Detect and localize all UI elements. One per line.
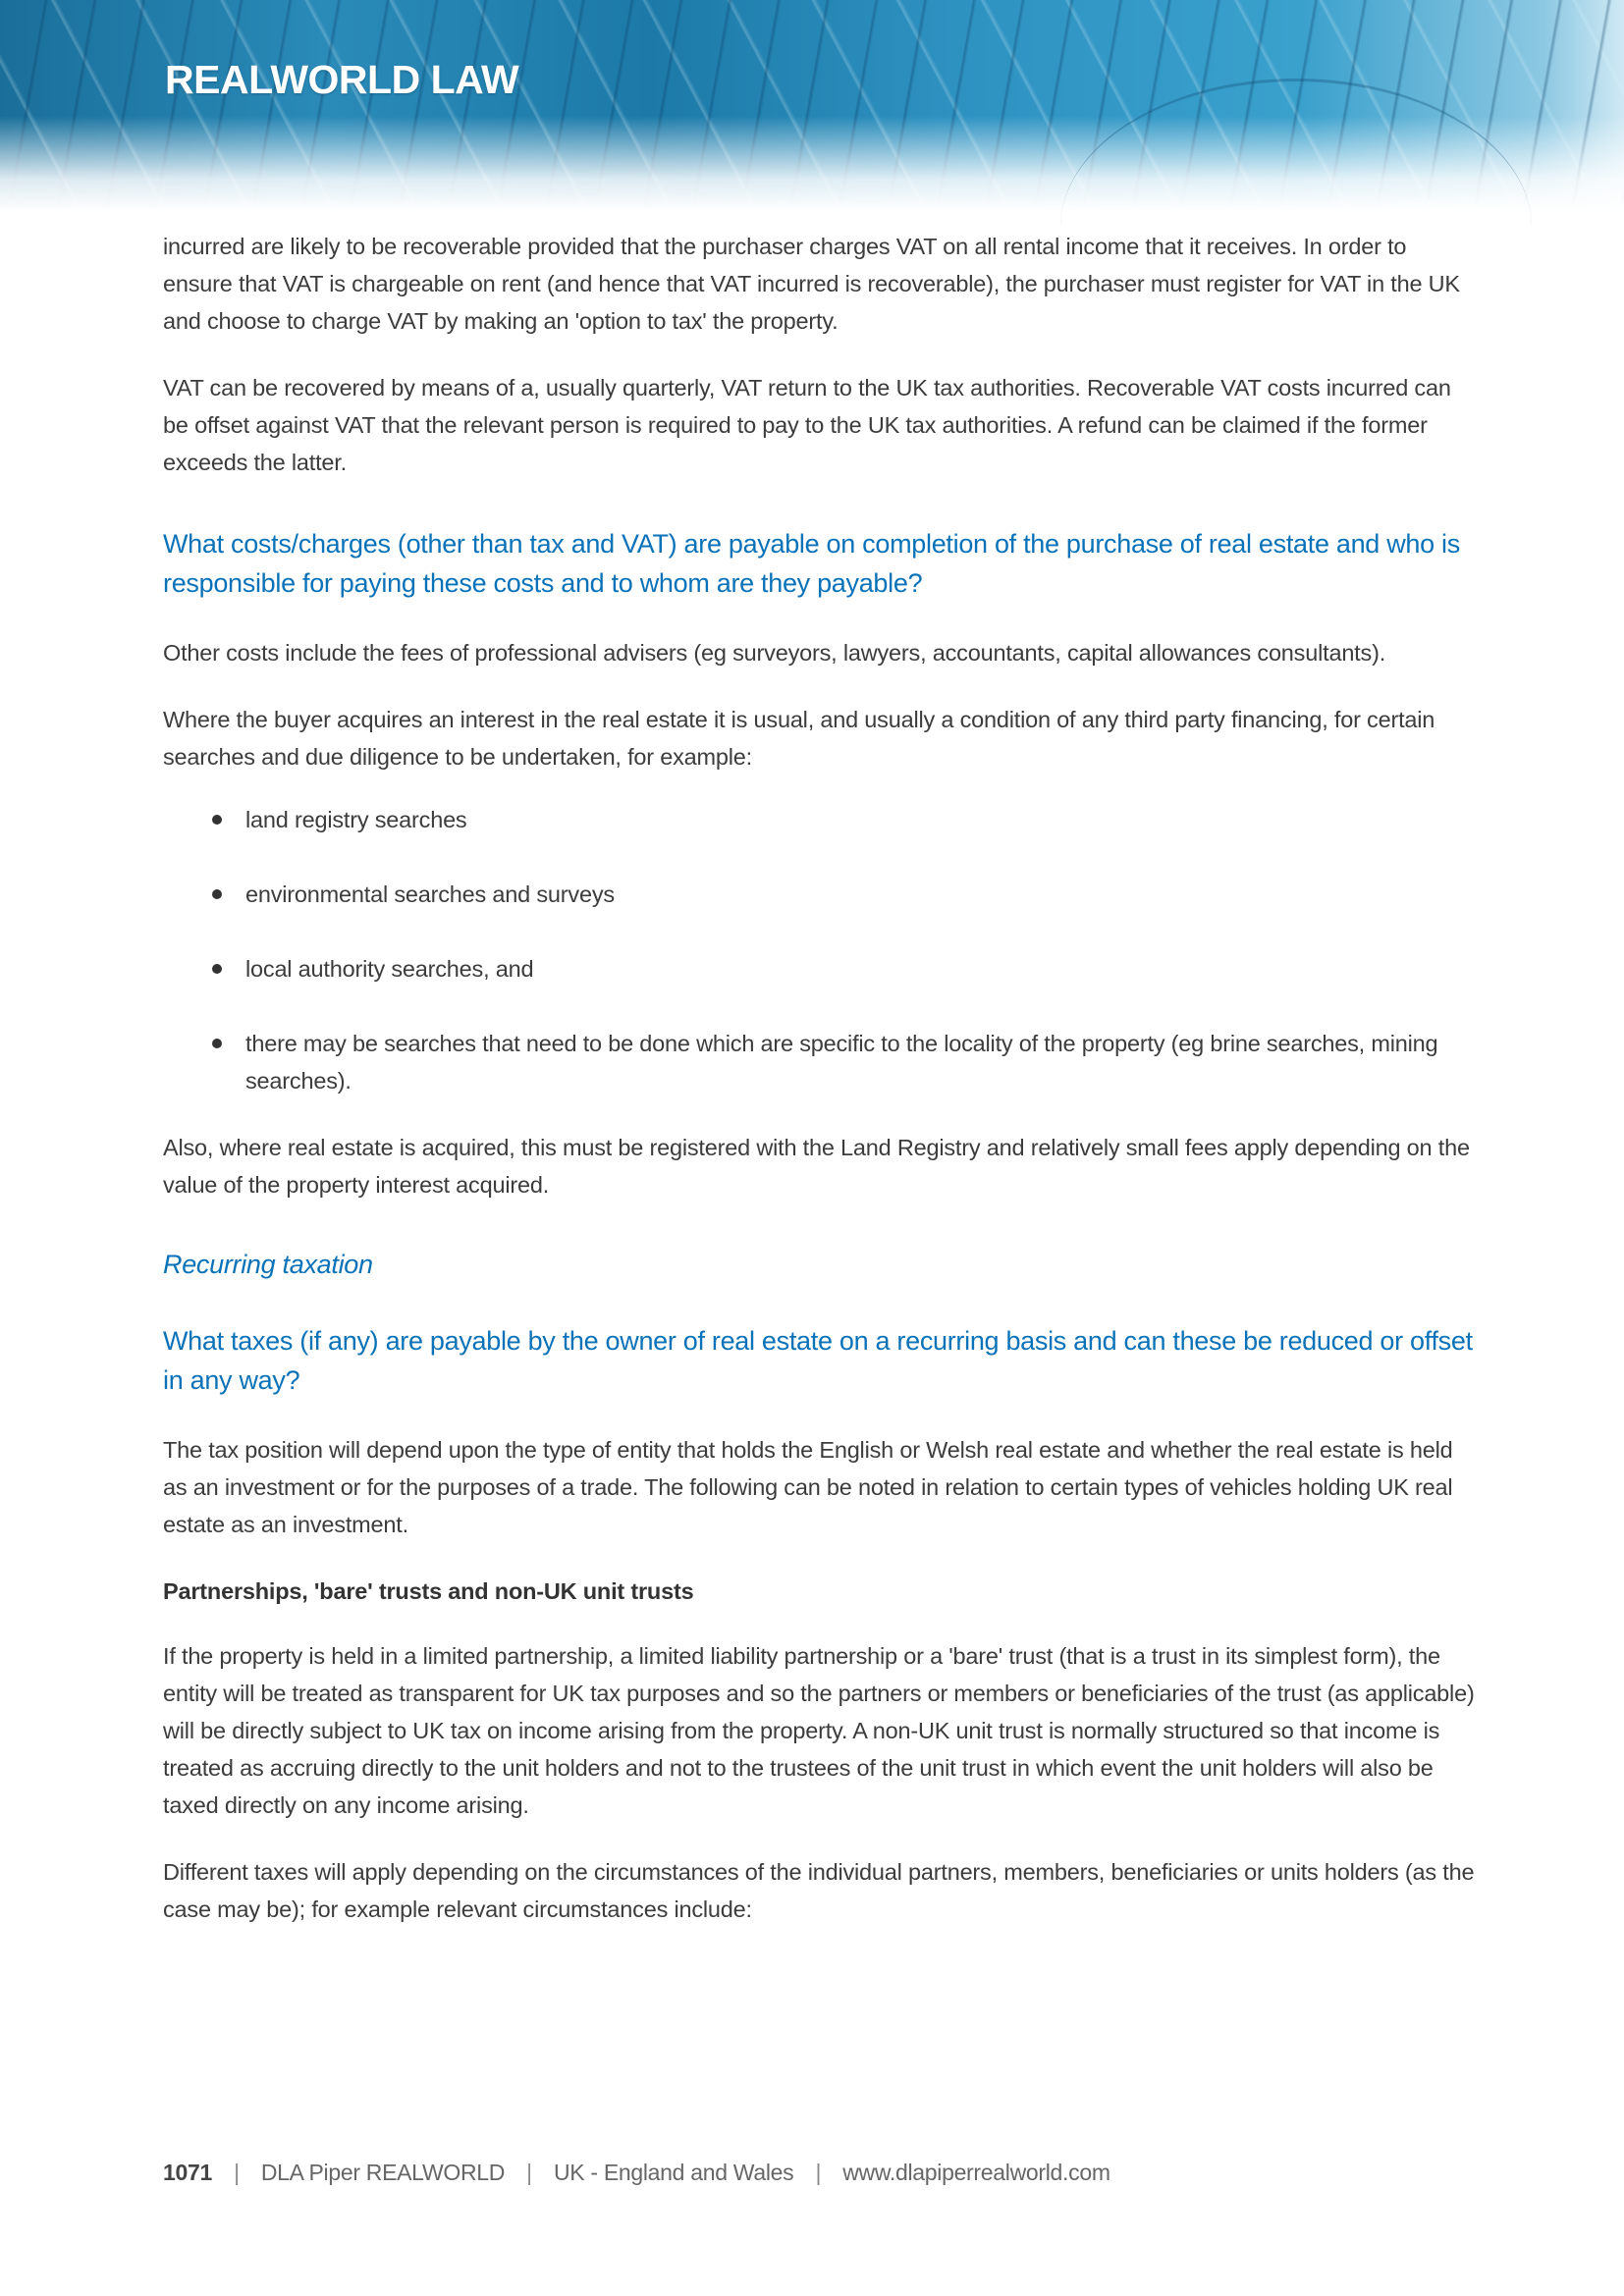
bullet-icon: [212, 889, 222, 899]
brand-title: REALWORLD LAW: [165, 57, 519, 102]
list-item: there may be searches that need to be done which are specific to the locality of the property (eg brine searches, mining searches).: [163, 1025, 1479, 1099]
paragraph-partnership-transparency: If the property is held in a limited partnership, a limited liability partnership or a 'bare' trust (that is a trust in its simplest form), the entity will be treated as transparent for UK tax purposes and so the partners or members or beneficiaries of the trust (as applicable) will be directly subject to UK tax on income arising from the property. A non-UK unit trust is normally structured so that income is treated as accruing directly to the unit holders and not to the trustees of the unit trust in which event the unit holders will also be taxed directly on any income arising.: [163, 1643, 1475, 1818]
paragraph-tax-position: The tax position will depend upon the type of entity that holds the English or Welsh real estate and whether the real estate is held as an investment or for the purposes of a trade. The following can be noted in relation to certain types of vehicles holding UK real estate as an investment.: [163, 1437, 1453, 1537]
section-title-recurring-taxation: Recurring taxation: [163, 1250, 373, 1279]
paragraph-vat-recoverable: incurred are likely to be recoverable provided that the purchaser charges VAT on all rental income that it receives. In order to ensure that VAT is chargeable on rent (and hence that VAT incurred is recoverable), the purchaser must register for VAT in the UK and choose to charge VAT by making an 'option to tax' the property.: [163, 234, 1460, 334]
page-content: [163, 228, 1479, 1957]
paragraph-other-costs: Other costs include the fees of professional advisers (eg surveyors, lawyers, accountants, capital allowances consultants).: [163, 640, 1386, 666]
footer-separator: |: [815, 2160, 822, 2185]
list-item: local authority searches, and: [163, 950, 1479, 988]
question-heading-costs: What costs/charges (other than tax and VAT) are payable on completion of the purchase of real estate and who is responsible for paying these costs and to whom are they payable?: [163, 529, 1460, 598]
paragraph-vat-return: VAT can be recovered by means of a, usually quarterly, VAT return to the UK tax authorities. Recoverable VAT costs incurred can be offset against VAT that the relevant person is required to pay to the UK tax authorities. A refund can be claimed if the former exceeds the latter.: [163, 375, 1451, 475]
paragraph-different-taxes: Different taxes will apply depending on the circumstances of the individual partners, members, beneficiaries or units holders (as the case may be); for example relevant circumstances include:: [163, 1859, 1475, 1922]
list-item: land registry searches: [163, 801, 1479, 838]
subheading-partnerships: Partnerships, 'bare' trusts and non-UK unit trusts: [163, 1578, 694, 1604]
footer-jurisdiction: UK - England and Wales: [553, 2160, 794, 2185]
bullet-icon: [212, 815, 222, 825]
footer-separator: |: [234, 2160, 240, 2185]
list-item: environmental searches and surveys: [163, 876, 1479, 913]
footer-website-link[interactable]: www.dlapiperrealworld.com: [842, 2160, 1110, 2185]
question-heading-recurring-taxes: What taxes (if any) are payable by the owner of real estate on a recurring basis and can these be reduced or offset in any way?: [163, 1326, 1473, 1395]
searches-list: [163, 801, 1479, 1099]
page-number: 1071: [163, 2160, 212, 2185]
page-footer: [163, 2160, 1110, 2186]
footer-publication: DLA Piper REALWORLD: [260, 2160, 506, 2185]
bullet-icon: [212, 964, 222, 974]
paragraph-searches-intro: Where the buyer acquires an interest in the real estate it is usual, and usually a condition of any third party financing, for certain searches and due diligence to be undertaken, for example:: [163, 707, 1435, 770]
bullet-icon: [212, 1039, 222, 1048]
header-banner: [0, 0, 1624, 211]
footer-separator: |: [526, 2160, 532, 2185]
paragraph-land-registry: Also, where real estate is acquired, this must be registered with the Land Registry and relatively small fees apply depending on the value of the property interest acquired.: [163, 1135, 1470, 1198]
